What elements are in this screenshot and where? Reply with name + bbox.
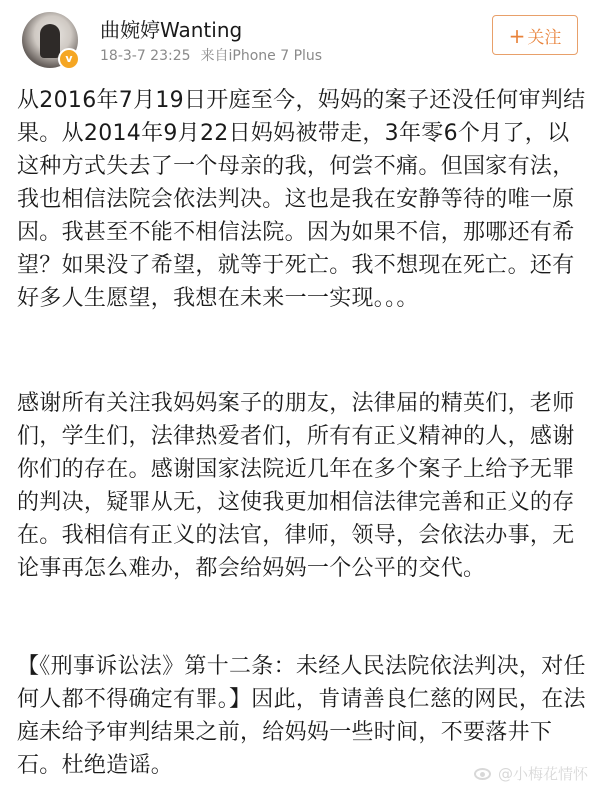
watermark	[474, 763, 588, 784]
weibo-icon	[474, 765, 494, 781]
follow-button[interactable]	[492, 15, 578, 55]
watermark-text: @小梅花情怀	[497, 765, 588, 783]
avatar[interactable]	[22, 12, 78, 68]
post-timestamp: 18-3-7 23:25	[100, 48, 191, 64]
follow-button-label: 关注	[527, 28, 562, 48]
post-source: 来自iPhone 7 Plus	[200, 48, 323, 64]
post-paragraph: 从2016年7月19日开庭至今，妈妈的案子还没任何审判结果。从2014年9月22日妈妈被带走，3年零6个月了，以这种方式失去了一个母亲的我，何尝不痛。但国家有法，我也相信法院会依法判决。这也是我在安静等待的唯一原因。我甚至不能不相信法院。因为如果不信，那哪还有希望？如果没了希望，就等于死亡。我不想现在死亡。还有好多人生愿望，我想在未来一一实现。。。	[17, 88, 586, 311]
avatar-figure	[40, 24, 60, 58]
post-paragraph: 感谢所有关注我妈妈案子的朋友，法律届的精英们，老师们，学生们，法律热爱者们，所有有正义精神的人，感谢你们的存在。感谢国家法院近几年在多个案子上给予无罪的判决，疑罪从无，这使我更加相信法律完善和正义的存在。我相信有正义的法官，律师，领导，会依法办事，无论事再怎么难办，都会给妈妈一个公平的交代。	[17, 391, 575, 581]
post-paragraph: 【《刑事诉讼法》第十二条：未经人民法院依法判决，对任何人都不得确定有罪。】因此，肯请善良仁慈的网民，在法庭未给予审判结果之前，给妈妈一些时间，不要落井下石。杜绝造谣。	[17, 654, 586, 778]
username[interactable]: 曲婉婷Wanting	[100, 18, 243, 42]
verified-badge-icon: v	[58, 48, 80, 70]
plus-icon: +	[508, 24, 526, 48]
post-header	[0, 0, 600, 84]
post-meta	[100, 45, 322, 65]
